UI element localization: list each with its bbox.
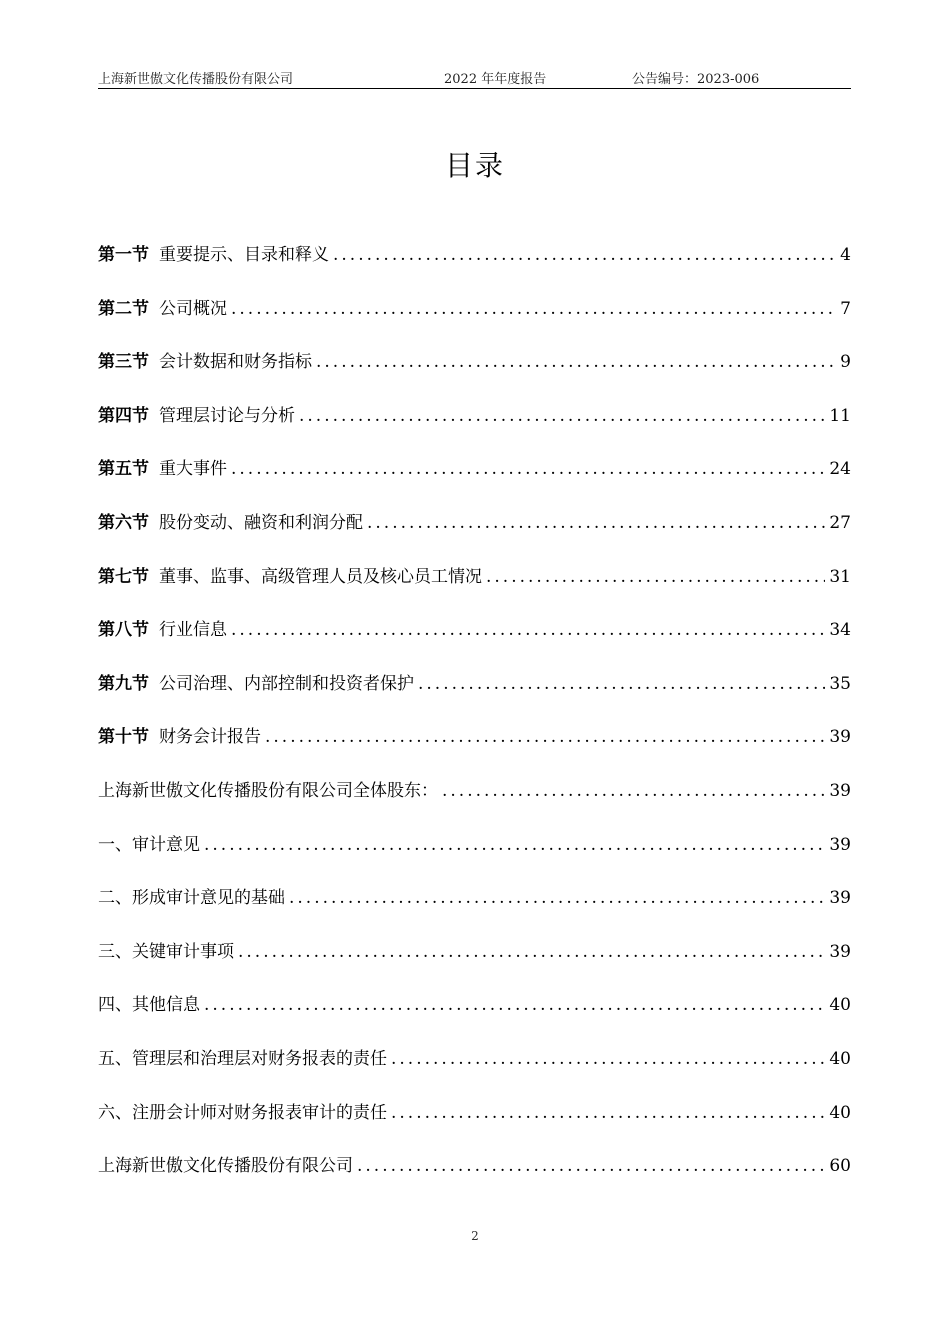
toc-item[interactable] xyxy=(98,401,851,455)
toc-leader-dots xyxy=(391,1103,825,1123)
toc-section-number: 第九节 xyxy=(98,673,149,694)
toc-section-number: 第七节 xyxy=(98,566,149,587)
toc-page-number: 39 xyxy=(829,727,851,748)
toc-leader-dots xyxy=(486,567,825,587)
toc-item-text: 一、审计意见 xyxy=(98,834,200,855)
page-number: 2 xyxy=(471,1229,479,1243)
toc-section-number: 第六节 xyxy=(98,512,149,533)
toc-item[interactable] xyxy=(98,722,851,776)
toc-leader-dots xyxy=(418,674,825,694)
toc-leader-dots xyxy=(333,245,836,265)
toc-page-number: 40 xyxy=(829,1048,851,1069)
toc-item[interactable] xyxy=(98,615,851,669)
toc-leader-dots xyxy=(367,513,825,533)
toc-page-number: 27 xyxy=(829,512,851,533)
toc-item[interactable] xyxy=(98,990,851,1044)
toc-leader-dots xyxy=(316,352,836,372)
toc-item-text: 五、管理层和治理层对财务报表的责任 xyxy=(98,1048,387,1069)
header-report-title: 2022 年年度报告 xyxy=(444,72,547,87)
toc-item[interactable] xyxy=(98,508,851,562)
toc-page-number: 31 xyxy=(829,566,851,587)
toc-item-text: 行业信息 xyxy=(159,620,227,641)
toc-page-number: 9 xyxy=(840,352,851,373)
toc-section-number: 第十节 xyxy=(98,727,149,748)
toc-item-text: 财务会计报告 xyxy=(159,727,261,748)
toc-leader-dots xyxy=(289,888,825,908)
toc-leader-dots xyxy=(238,942,825,962)
toc-item[interactable] xyxy=(98,830,851,884)
toc-item-text: 公司治理、内部控制和投资者保护 xyxy=(159,673,414,694)
toc-item-text: 二、形成审计意见的基础 xyxy=(98,888,285,909)
toc-page-number: 39 xyxy=(829,780,851,801)
toc-item[interactable] xyxy=(98,240,851,294)
toc-item[interactable] xyxy=(98,669,851,723)
toc-page-number: 35 xyxy=(829,673,851,694)
toc-item-text: 重大事件 xyxy=(159,459,227,480)
toc-leader-dots xyxy=(299,406,825,426)
toc-item-text: 管理层讨论与分析 xyxy=(159,405,295,426)
toc-page-number: 39 xyxy=(829,888,851,909)
toc-leader-dots xyxy=(442,781,825,801)
toc-item[interactable] xyxy=(98,1098,851,1152)
toc-item[interactable] xyxy=(98,1151,851,1205)
toc-item-text: 重要提示、目录和释义 xyxy=(159,245,329,265)
toc-item-text: 公司概况 xyxy=(159,298,227,319)
toc-item-text: 上海新世傲文化传播股份有限公司全体股东： xyxy=(98,780,438,801)
header-notice-code: 公告编号：2023-006 xyxy=(632,72,760,87)
toc-leader-dots xyxy=(231,299,836,319)
toc-item[interactable] xyxy=(98,883,851,937)
toc-item[interactable] xyxy=(98,454,851,508)
toc-page-number: 4 xyxy=(840,245,851,265)
page-title: 目录 xyxy=(444,149,505,182)
toc-page-number: 24 xyxy=(829,459,851,480)
header-company: 上海新世傲文化传播股份有限公司 xyxy=(98,72,294,87)
toc-section-number: 第四节 xyxy=(98,405,149,426)
toc-item[interactable] xyxy=(98,562,851,616)
toc-section-number: 第八节 xyxy=(98,620,149,641)
toc-page-number: 11 xyxy=(829,405,851,426)
toc-section-number: 第五节 xyxy=(98,459,149,480)
toc-leader-dots xyxy=(357,1156,825,1176)
toc-leader-dots xyxy=(204,835,825,855)
toc-item[interactable] xyxy=(98,776,851,830)
toc-item[interactable] xyxy=(98,347,851,401)
toc-item-text: 三、关键审计事项 xyxy=(98,941,234,962)
toc-item-text: 四、其他信息 xyxy=(98,995,200,1016)
toc-page-number: 40 xyxy=(829,1102,851,1123)
toc-page-number: 34 xyxy=(829,620,851,641)
toc-leader-dots xyxy=(231,620,825,640)
toc-item-text: 董事、监事、高级管理人员及核心员工情况 xyxy=(159,566,482,587)
toc-leader-dots xyxy=(265,727,825,747)
toc-item[interactable] xyxy=(98,294,851,348)
toc-item-text: 会计数据和财务指标 xyxy=(159,352,312,373)
toc-leader-dots xyxy=(231,459,825,479)
toc-item[interactable] xyxy=(98,937,851,991)
toc-page-number: 40 xyxy=(829,995,851,1016)
toc-leader-dots xyxy=(204,995,825,1015)
toc-item[interactable] xyxy=(98,1044,851,1098)
toc-page-number: 39 xyxy=(829,941,851,962)
toc-item-text: 六、注册会计师对财务报表审计的责任 xyxy=(98,1102,387,1123)
toc-page-number: 39 xyxy=(829,834,851,855)
toc-leader-dots xyxy=(391,1049,825,1069)
toc-section-number: 第二节 xyxy=(98,298,149,319)
toc-page-number: 7 xyxy=(840,298,851,319)
toc-item-text: 股份变动、融资和利润分配 xyxy=(159,512,363,533)
toc-page-number: 60 xyxy=(829,1156,851,1177)
toc-item-text: 上海新世傲文化传播股份有限公司 xyxy=(98,1156,353,1177)
toc-section-number: 第一节 xyxy=(98,245,149,265)
table-of-contents xyxy=(98,240,851,1205)
page-header xyxy=(98,62,851,89)
toc-section-number: 第三节 xyxy=(98,352,149,373)
